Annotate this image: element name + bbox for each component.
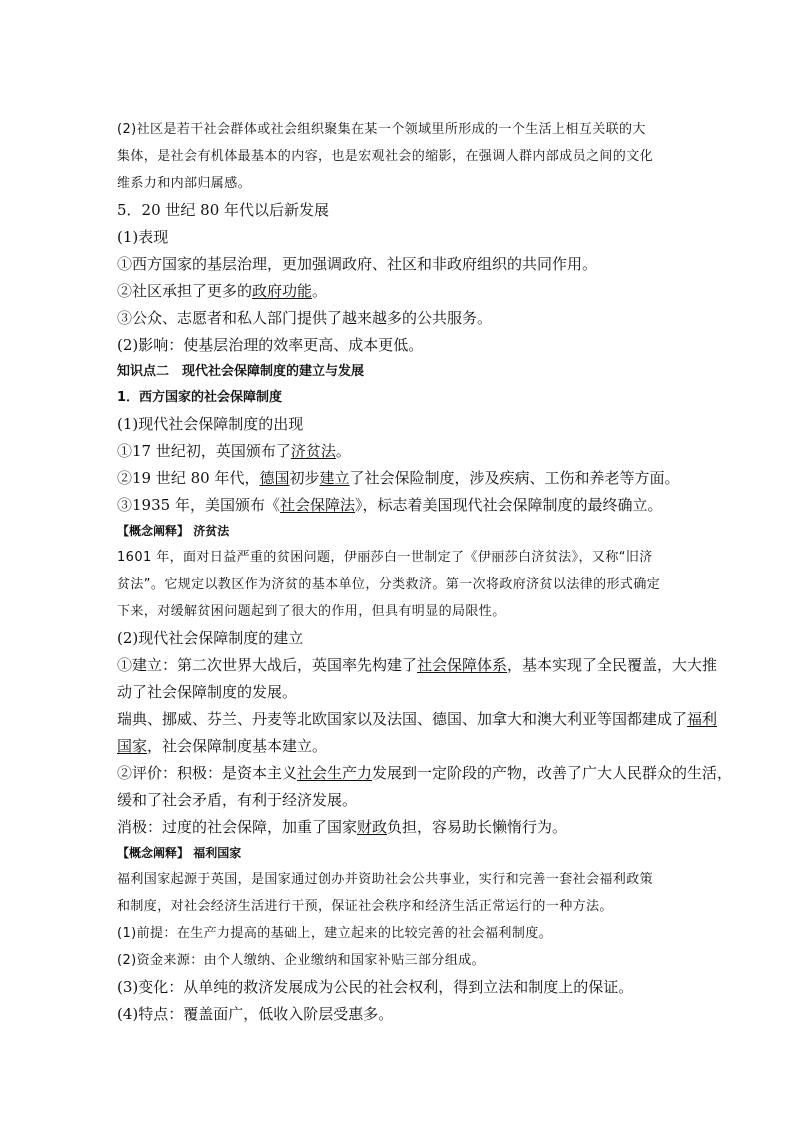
keyword-underline: 济贫法 bbox=[290, 442, 336, 460]
keyword-underline: 德国 bbox=[259, 469, 290, 487]
keyword-underline: 福利 bbox=[687, 710, 718, 728]
establishment-point-1: ①建立：第二次世界大战后，英国率先构建了社会保障体系，基本实现了全民覆盖，大大推 bbox=[117, 656, 718, 674]
welfare-state-item-2: (2)资金来源：由个人缴纳、企业缴纳和国家补贴三部分组成。 bbox=[117, 953, 486, 968]
keyword-underline: 社会保障法 bbox=[279, 496, 355, 514]
evaluation-positive-line-1: ②评价：积极：是资本主义社会生产力发展到一定阶段的产物，改善了广大人民群众的生活， bbox=[117, 764, 733, 782]
section-5-sub-1: (1)表现 bbox=[117, 228, 169, 246]
poor-law-line-3: 下来，对缓解贫困问题起到了很大的作用，但具有明显的局限性。 bbox=[117, 604, 506, 619]
keyword-underline: 政府功能 bbox=[252, 282, 313, 300]
section-5-point-2: ②社区承担了更多的政府功能。 bbox=[117, 282, 328, 300]
welfare-state-line-1: 福利国家起源于英国，是国家通过创办并资助社会公共事业，实行和完善一套社会福利政策 bbox=[117, 872, 654, 887]
community-definition-line-2: 集体，是社会有机体最基本的内容，也是宏观社会的缩影，在强调人群内部成员之间的文化 bbox=[117, 149, 654, 164]
community-definition-line-3: 维系力和内部归属感。 bbox=[117, 176, 252, 191]
welfare-state-item-3: (3)变化：从单纯的救济发展成为公民的社会权利，得到立法和制度上的保证。 bbox=[117, 978, 634, 996]
section-5-point-3: ③公众、志愿者和私人部门提供了越来越多的公共服务。 bbox=[117, 309, 493, 327]
keyword-underline: 国家 bbox=[117, 737, 148, 755]
concept-box-welfare-state-title: 【概念阐释】 福利国家 bbox=[117, 846, 242, 860]
concept-box-poor-law-title: 【概念阐释】 济贫法 bbox=[117, 524, 230, 538]
evaluation-negative: 消极：过度的社会保障，加重了国家财政负担，容易助长懒惰行为。 bbox=[117, 818, 568, 836]
section-5-point-1: ①西方国家的基层治理，更加强调政府、社区和非政府组织的共同作用。 bbox=[117, 255, 598, 273]
welfare-states-line-1: 瑞典、挪威、芬兰、丹麦等北欧国家以及法国、德国、加拿大和澳大利亚等国都建成了福利 bbox=[117, 710, 718, 728]
emergence-subheading: (1)现代社会保障制度的出现 bbox=[117, 415, 304, 433]
keyword-underline: 建立 bbox=[319, 469, 350, 487]
establishment-point-1-cont: 动了社会保障制度的发展。 bbox=[117, 683, 298, 701]
keyword-underline: 社会保障体系 bbox=[417, 656, 508, 674]
section-5-sub-2: (2)影响：使基层治理的效率更高、成本更低。 bbox=[117, 336, 424, 354]
poor-law-line-2: 贫法”。它规定以教区作为济贫的基本单位，分类救济。第一次将政府济贫以法律的形式确定 bbox=[117, 577, 661, 592]
keyword-underline: 社会生产力 bbox=[297, 764, 373, 782]
section-5-heading: 5．20 世纪 80 年代以后新发展 bbox=[117, 201, 330, 219]
knowledge-point-2-heading: 知识点二 现代社会保障制度的建立与发展 bbox=[117, 364, 365, 379]
welfare-state-line-2: 和制度，对社会经济生活进行干预，保证社会秩序和经济生活正常运行的一种方法。 bbox=[117, 899, 613, 914]
community-definition-line-1: (2)社区是若干社会群体或社会组织聚集在某一个领域里所形成的一个生活上相互关联的大 bbox=[117, 122, 646, 137]
welfare-state-item-1: (1)前提：在生产力提高的基础上，建立起来的比较完善的社会福利制度。 bbox=[117, 926, 553, 941]
keyword-underline: 财政 bbox=[357, 818, 388, 836]
emergence-point-2: ②19 世纪 80 年代，德国初步建立了社会保险制度，涉及疾病、工伤和养老等方面。 bbox=[117, 469, 680, 487]
document-page bbox=[117, 116, 733, 1028]
welfare-states-line-2: 国家，社会保障制度基本建立。 bbox=[117, 737, 328, 755]
poor-law-line-1: 1601 年，面对日益严重的贫困问题，伊丽莎白一世制定了《伊丽莎白济贫法》，又称“旧济 bbox=[117, 550, 653, 565]
evaluation-positive-line-2: 缓和了社会矛盾，有利于经济发展。 bbox=[117, 791, 358, 809]
establishment-subheading: (2)现代社会保障制度的建立 bbox=[117, 629, 304, 647]
western-social-security-heading: 1．西方国家的社会保障制度 bbox=[117, 390, 283, 405]
emergence-point-3: ③1935 年，美国颁布《社会保障法》，标志着美国现代社会保障制度的最终确立。 bbox=[117, 496, 663, 514]
welfare-state-item-4: (4)特点：覆盖面广，低收入阶层受惠多。 bbox=[117, 1005, 394, 1023]
emergence-point-1: ①17 世纪初，英国颁布了济贫法。 bbox=[117, 442, 351, 460]
